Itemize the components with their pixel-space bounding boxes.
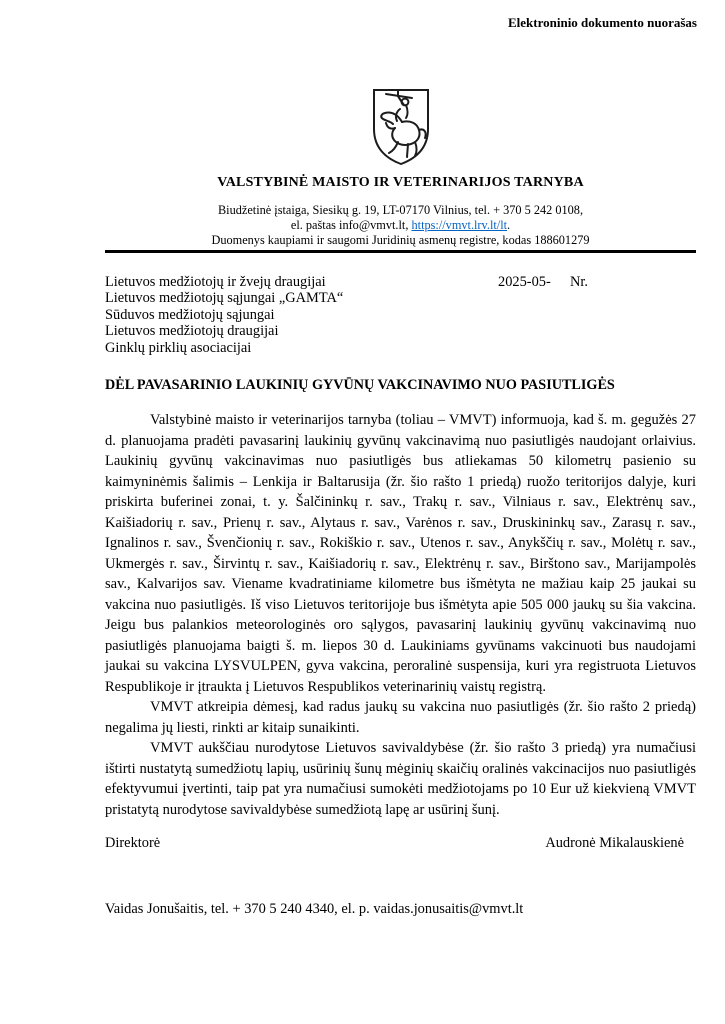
recipient: Lietuvos medžiotojų ir žvejų draugijai: [105, 274, 326, 290]
document-number-label: Nr.: [570, 274, 588, 290]
website-link[interactable]: https://vmvt.lrv.lt/lt: [411, 218, 508, 232]
signer-role: Direktorė: [105, 835, 161, 852]
recipients-block: [105, 274, 696, 356]
address-line-2-suffix: .: [507, 218, 511, 232]
emblem-container: [105, 87, 696, 167]
recipient: Ginklų pirklių asociacijai: [105, 339, 252, 356]
address-line-3: Duomenys kaupiami ir saugomi Juridinių asmenų registre, kodas 188601279: [211, 233, 590, 247]
organization-name: VALSTYBINĖ MAISTO IR VETERINARIJOS TARNYBA: [217, 175, 584, 190]
recipient: Sūduvos medžiotojų sąjungai: [105, 306, 275, 323]
subject-line: DĖL PAVASARINIO LAUKINIŲ GYVŪNŲ VAKCINAVIMO NUO PASIUTLIGĖS: [105, 377, 615, 394]
header-divider: [105, 250, 696, 253]
organization-address-block: [105, 203, 696, 248]
recipient: Lietuvos medžiotojų draugijai: [105, 323, 279, 340]
coat-of-arms-vytis-icon: [368, 87, 434, 167]
body-paragraph-3: VMVT aukščiau nurodytose Lietuvos savivaldybėse (žr. šio rašto 3 priedą) yra numačiusi ištirti nustatytą sumedžiotų lapių, usūrinių šunų mėginių skaičių oralinės vakcinacijos nuo pasiutligės efektyvumui įvertinti, taip pat yra numačiusi sumokėti medžiotojams po 10 Eur už kiekvieną VMVT pristatytą nurodytose savivaldybėse sumedžiotą lapę ar usūrinį šunį.: [105, 740, 696, 818]
signer-name: Audronė Mikalauskienė: [545, 835, 684, 852]
address-email: el. paštas info@vmvt.lt,: [290, 218, 412, 232]
address-line-2: [105, 218, 696, 233]
body-paragraph-2: VMVT atkreipia dėmesį, kad radus jaukų su vakcina nuo pasiutligės (žr. šio rašto 2 priedą) negalima jų liesti, rinkti ar kitaip sunaikinti.: [105, 699, 696, 736]
signature-row: [105, 834, 696, 852]
body-paragraph-1: Valstybinė maisto ir veterinarijos tarnyba (toliau – VMVT) informuoja, kad š. m. gegužės 27 d. planuojama pradėti pavasarinį laukinių gyvūnų vakcinavimą nuo pasiutligės naudojant orlaivius. Laukinių gyvūnų vakcinavimas nuo pasiutligės bus atliekamas 50 kilometrų pasienio su kaimyninėmis šalimis – Lenkija ir Baltarusija (žr. šio rašto 1 priedą) ruožo teritorijos dalyje, kuri priskirta buferinei zonai, t. y. Šalčininkų r. sav., Trakų r. sav., Vilniaus r. sav., Elektrėnų sav., Kaišiadorių r. sav., Prienų r. sav., Alytaus r. sav., Varėnos r. sav., Druskininkų sav., Zarasų r. sav., Ignalinos r. sav., Švenčionių r. sav., Rokiškio r. sav., Utenos r. sav., Anykščių r. sav., Molėtų r. sav., Ukmergės r. sav., Širvintų r. sav., Kaišiadorių r. sav., Elektrėnų r. sav., Birštono sav., Marijampolės sav., Kalvarijos sav. Viename kvadratiniame kilometre bus išmėtyta ne mažiau kaip 25 jaukai su vakcina nuo pasiutligės. Iš viso Lietuvos teritorijoje bus išmėtyta apie 505 000 jaukų su šia vakcina. Jeigu bus palankios meteorologinės oro sąlygos, pavasarinį laukinių gyvūnų vakcinavimą nuo pasiutligės planuojama baigti š. m. liepos 30 d. Laukiniams gyvūnams vakcinuoti bus naudojami jaukai su vakcina LYSVULPEN, gyva vakcina, peroralinė suspensija, kuri yra registruota Lietuvos Respublikoje ir įtraukta į Lietuvos Respublikos veterinarinių vaistų registrą.: [105, 412, 696, 695]
document-content: [105, 87, 696, 918]
contact-person-line: Vaidas Jonušaitis, tel. + 370 5 240 4340, el. p. vaidas.jonusaitis@vmvt.lt: [105, 901, 524, 918]
recipient: Lietuvos medžiotojų sąjungai „GAMTA“: [105, 290, 344, 307]
address-line-1: Biudžetinė įstaiga, Siesikų g. 19, LT-07170 Vilnius, tel. + 370 5 242 0108,: [217, 203, 584, 217]
document-date: 2025-05-: [498, 274, 551, 290]
electronic-copy-stamp: Elektroninio dokumento nuorašas: [507, 15, 697, 30]
